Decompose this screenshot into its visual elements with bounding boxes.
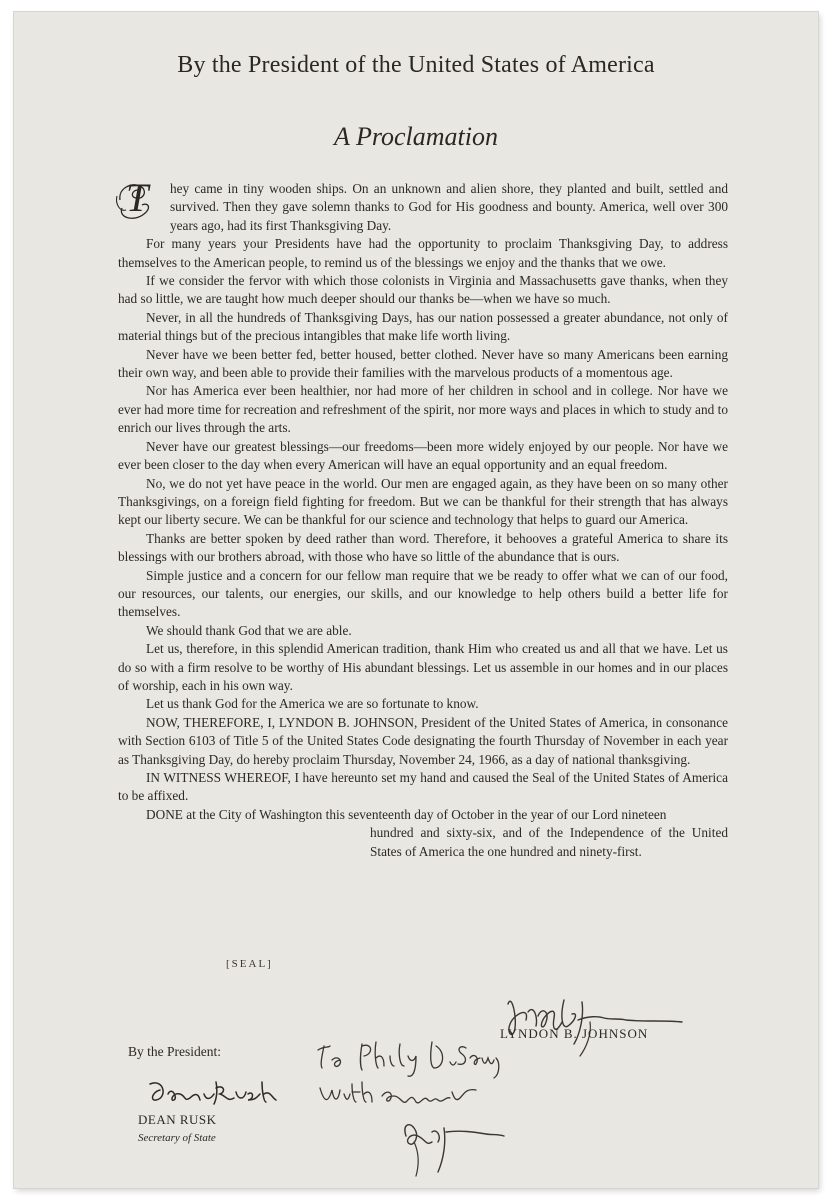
paragraph [118,175,728,235]
proclamation-body [118,175,728,861]
secretary-title: Secretary of State [138,1132,216,1144]
paragraph: For many years your Presidents have had the opportunity to proclaim Thanksgiving Day, to address themselves to the American people, to remind us of the blessings we enjoy and the thanks that we owe. [118,236,728,270]
paragraph: Let us thank God for the America we are so fortunate to know. [146,696,479,712]
lbj-signature-icon [494,982,694,1062]
paragraph: Never have we been better fed, better housed, better clothed. Never have so many Americans been earning their own way, and been able to provide their families with the marvelous products of a momentous age. [118,346,728,381]
paragraph: Never have our greatest blessings—our freedoms—been more widely enjoyed by our people. Nor have we ever been closer to the day when every American will have an equal opportunity and an equal freedom. [118,438,728,473]
drop-cap-letter: T [126,175,149,220]
president-printed-name: LYNDON B. JOHNSON [500,1026,649,1041]
document-title: A Proclamation [334,122,498,151]
paragraph: We should thank God that we are able. [146,622,352,638]
paragraph: Let us, therefore, in this splendid American tradition, thank Him who created us and all that we have. Let us do so with a firm resolve to be worthy of His abundant blessings. Let us assemble in our homes and in our places of worship, each in his own way. [118,641,728,693]
secretary-signature [144,1074,284,1115]
paragraph: If we consider the fervor with which those colonists in Virginia and Massachusetts gave thanks, when they had so little, we are taught how much deeper should our thanks be—when we have so much. [118,273,728,307]
paragraph: Simple justice and a concern for our fellow man require that we be ready to offer what we can of our food, our resources, our talents, our energies, our skills, and our knowledge to help others build a better life for themselves. [118,567,728,620]
paragraph: Thanks are better spoken by deed rather than word. Therefore, it behooves a grateful America to share its blessings with our brothers abroad, with those who have so little of the abundance that is ours. [118,530,728,565]
inscription-handwriting-icon [310,1032,510,1182]
paragraph-text: hey came in tiny wooden ships. On an unknown and alien shore, they planted and built, settled and survived. Then they gave solemn thanks to God for His goodness and bounty. America, well over 300 years ago, had its first Thanksgiving Day. [170,181,728,233]
handwritten-inscription [310,1032,510,1187]
paragraph-continuation: hundred and sixty-six, and of the Independence of the United States of America the one hundred and ninety-first. [370,825,728,859]
paragraph: No, we do not yet have peace in the world. Our men are engaged again, as they have been on so many other Thanksgivings, on a foreign field fighting for freedom. But we can be thankful for their strength that has always kept our liberty secure. We can be thankful for our science and technology that helps to guard our America. [118,475,728,528]
rusk-signature-icon [144,1074,284,1110]
paragraph: Never, in all the hundreds of Thanksgiving Days, has our nation possessed a greater abundance, not only of material things but of the precious intangibles that make life worth living. [118,309,728,344]
paragraph: Nor has America ever been healthier, nor had more of her children in school and in college. Nor have we ever had more time for recreation and refreshment of the spirit, nor more ways and places in which to study and to enrich our lives through the arts. [118,383,728,436]
paragraph: NOW, THEREFORE, I, LYNDON B. JOHNSON, President of the United States of America, in consonance with Section 6103 of Title 5 of the United States Code designating the fourth Thursday of November in each year as Thanksgiving Day, do hereby proclaim Thursday, November 24, 1966, as a day of national thanksgiving. [118,714,728,767]
decorative-drop-cap [114,175,166,220]
by-the-president-label: By the President: [128,1044,221,1059]
paragraph: DONE at the City of Washington this seventeenth day of October in the year of our Lord nineteen [146,806,667,822]
secretary-printed-name: DEAN RUSK [138,1112,217,1127]
paragraph: IN WITNESS WHEREOF, I have hereunto set my hand and caused the Seal of the United States of America to be affixed. [118,770,728,804]
proclamation-sheet [14,12,818,1188]
seal-placeholder: [SEAL] [226,958,273,970]
president-signature [494,982,694,1067]
document-header: By the President of the United States of America [177,52,655,78]
